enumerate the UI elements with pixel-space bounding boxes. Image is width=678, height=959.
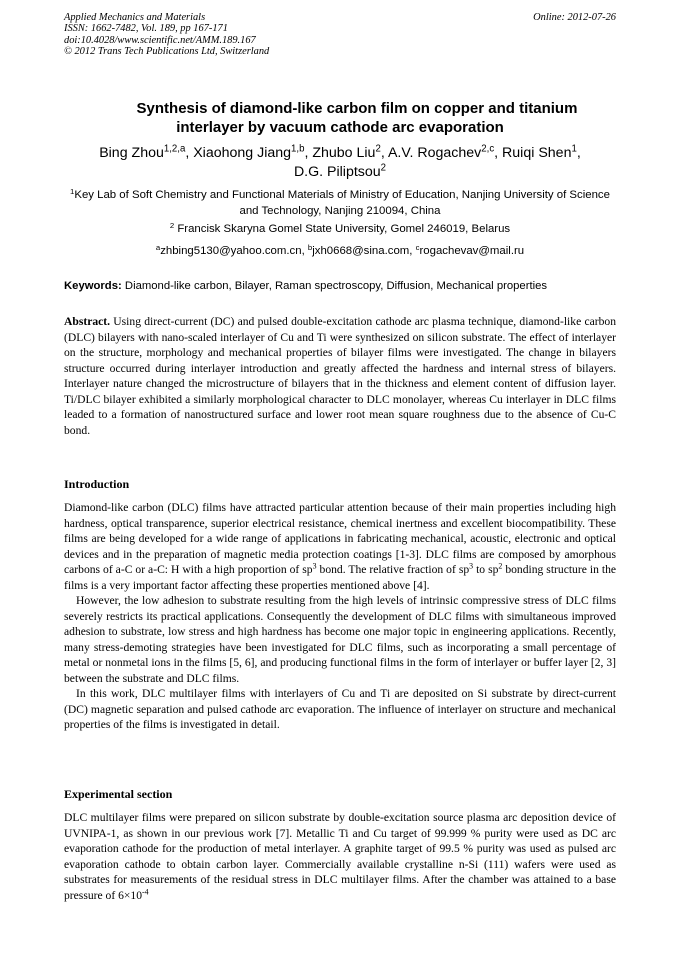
paragraph: In this work, DLC multilayer films with interlayers of Cu and Ti are deposited on Si substrate by direct-current (DC) magnetic separation and pulsed cathode arc evaporation. The influence of interlayer on structure and mechanical properties of the films is investigated in detail. [64, 687, 616, 731]
email-mark: b [307, 242, 313, 252]
author-affil-mark: 1,2,a [163, 143, 186, 155]
email-mark: a [155, 242, 161, 252]
paragraph-text: Diamond-like carbon (DLC) films have attracted particular attention because of their main properties including high hardness, optical transparence, superior electrical resistance, chemical inertness and excellent biocompatibility. These films are being developed for a wide range of applications in fabricating mechanical, acoustic, electronic and optical devices and in the preparation of magnetic media protection coatings [1-3]. DLC films are composed by amorphous carbons of a-C or a-C: H with a high proportion of sp [64, 501, 616, 576]
author-name: D.G. Piliptsou [293, 164, 381, 180]
affiliation-text: Francisk Skaryna Gomel State University, Gomel 246019, Belarus [177, 223, 511, 235]
superscript: -4 [142, 887, 149, 897]
affiliation-1 [60, 188, 620, 219]
superscript: 2 [498, 561, 503, 571]
keywords-line [64, 279, 616, 294]
introduction-body [64, 500, 616, 733]
author-name: Bing Zhou [99, 145, 164, 161]
superscript: 3 [469, 561, 474, 571]
paragraph: However, the low adhesion to substrate resulting from the high levels of intrinsic compressive stress of DLC films severely restricts its practical applications. Consequently the development of DLC films with simultaneous improved adhesion to substrate, low stress and high hardness has become one major topic in engineering applications. Recently, many stress-demoting strategies have been investigated for DLC films, such as incorporating a small percentage of metal or nonmetal ions in the films [5, 6], and producing functional films in the form of interlayer or buffer layer [2, 3] between the substrate and DLC films. [64, 594, 616, 685]
affiliation-text: Key Lab of Soft Chemistry and Functional Materials of Ministry of Education, Nanjing University of Science and Technology, Nanjing 210094, China [74, 189, 610, 217]
section-heading-experimental: Experimental section [64, 787, 173, 801]
affil-mark: 2 [169, 220, 175, 230]
title-line-2: interlayer by vacuum cathode arc evaporation [176, 119, 504, 136]
author-name: Zhubo Liu [312, 145, 376, 161]
paragraph-text: DLC multilayer films were prepared on silicon substrate by double-excitation source plasma arc deposition device of UVNIPA-1, as shown in our previous work [7]. Metallic Ti and Cu target of 99.999 % purity were used as DC arc evaporation cathode for the production of metal interlayer. A graphite target of 99.5 % purity was used as pulsed arc evaporation cathode to obtain carbon layer. Commercially available crystalline n-Si (111) wafers were used as substrates for measurements of the residual stress in DLC multilayer films. After the chamber was attained to a base pressure of 6×10 [64, 811, 616, 902]
email-link[interactable]: zhbing5130@yahoo.com.cn, [160, 245, 305, 257]
issn-line: ISSN: 1662-7482, Vol. 189, pp 167-171 [64, 23, 228, 35]
author-name: A.V. Rogachev [387, 145, 482, 161]
abstract-label: Abstract. [64, 315, 111, 328]
affil-mark: 1 [70, 186, 75, 196]
author-list: Bing Zhou$^{1,2,a}$, Xiaohong Jiang$^{1,b}$, Zhubo Liu$^2$, A.V. Rogachev$^{2,c}$, Ruiqi Shen$^1$, D.G. Piliptsou$^2$ [99, 143, 581, 180]
abstract-paragraph [64, 314, 616, 438]
author-name: Ruiqi Shen [502, 145, 572, 161]
email-link[interactable]: jxh0668@sina.com, [312, 245, 413, 257]
email-list [60, 244, 620, 260]
author-name: Xiaohong Jiang [193, 145, 292, 161]
paragraph-text: to sp [473, 563, 499, 576]
author-affil-mark: 2 [375, 143, 381, 155]
doi-line: doi:10.4028/www.scientific.net/AMM.189.167 [64, 34, 256, 46]
paragraph-text: bond. The relative fraction of sp [316, 563, 470, 576]
paragraph [64, 500, 616, 593]
online-date: Online: 2012-07-26 [533, 12, 616, 23]
author-affil-mark: 1 [571, 143, 577, 155]
author-affil-mark: 2,c [481, 143, 495, 155]
experimental-body [64, 810, 616, 903]
superscript: 3 [312, 561, 317, 571]
paragraph [64, 810, 616, 903]
paper-title [64, 99, 616, 137]
affiliation-2 [60, 222, 620, 238]
paragraph-text: bonding structure in the films is a very important factor affecting these properties mentioned above [4]. [64, 563, 617, 592]
journal-header [64, 12, 616, 58]
email-mark: c [415, 242, 420, 252]
title-line-1: Synthesis of diamond-like carbon film on copper and titanium [136, 100, 578, 117]
journal-name: Applied Mechanics and Materials [64, 12, 206, 23]
keywords-label: Keywords: [64, 280, 122, 292]
keywords-text: Diamond-like carbon, Bilayer, Raman spectroscopy, Diffusion, Mechanical properties [124, 280, 548, 292]
copyright-line: © 2012 Trans Tech Publications Ltd, Switzerland [64, 46, 270, 58]
author-affil-mark: 2 [380, 162, 387, 174]
section-heading-introduction: Introduction [64, 477, 130, 491]
abstract-text: Using direct-current (DC) and pulsed double-excitation cathode arc plasma technique, diamond-like carbon (DLC) bilayers with nano-scaled interlayer of Cu and Ti were synthesized on silicon substrate. The effect of interlayer on the structure, morphology and mechanical properties of bilayer films were investigated. The change in bilayers structure occurred during interlayer introduction and greatly affected the hardness and internal stress of bilayers. Interlayer nature changed the microstructure of bilayers that in the thickness and element content of diffusion layer. Ti/DLC bilayer exhibited a similarly morphological character to DLC monolayer, whereas Cu interlayer in DLC films leaded to a formation of nanostructured surface and lower root mean square roughness due to the absence of Cu-C bond. [64, 315, 617, 437]
author-affil-mark: 1,b [291, 143, 305, 155]
email-link[interactable]: rogachevav@mail.ru [419, 245, 525, 257]
